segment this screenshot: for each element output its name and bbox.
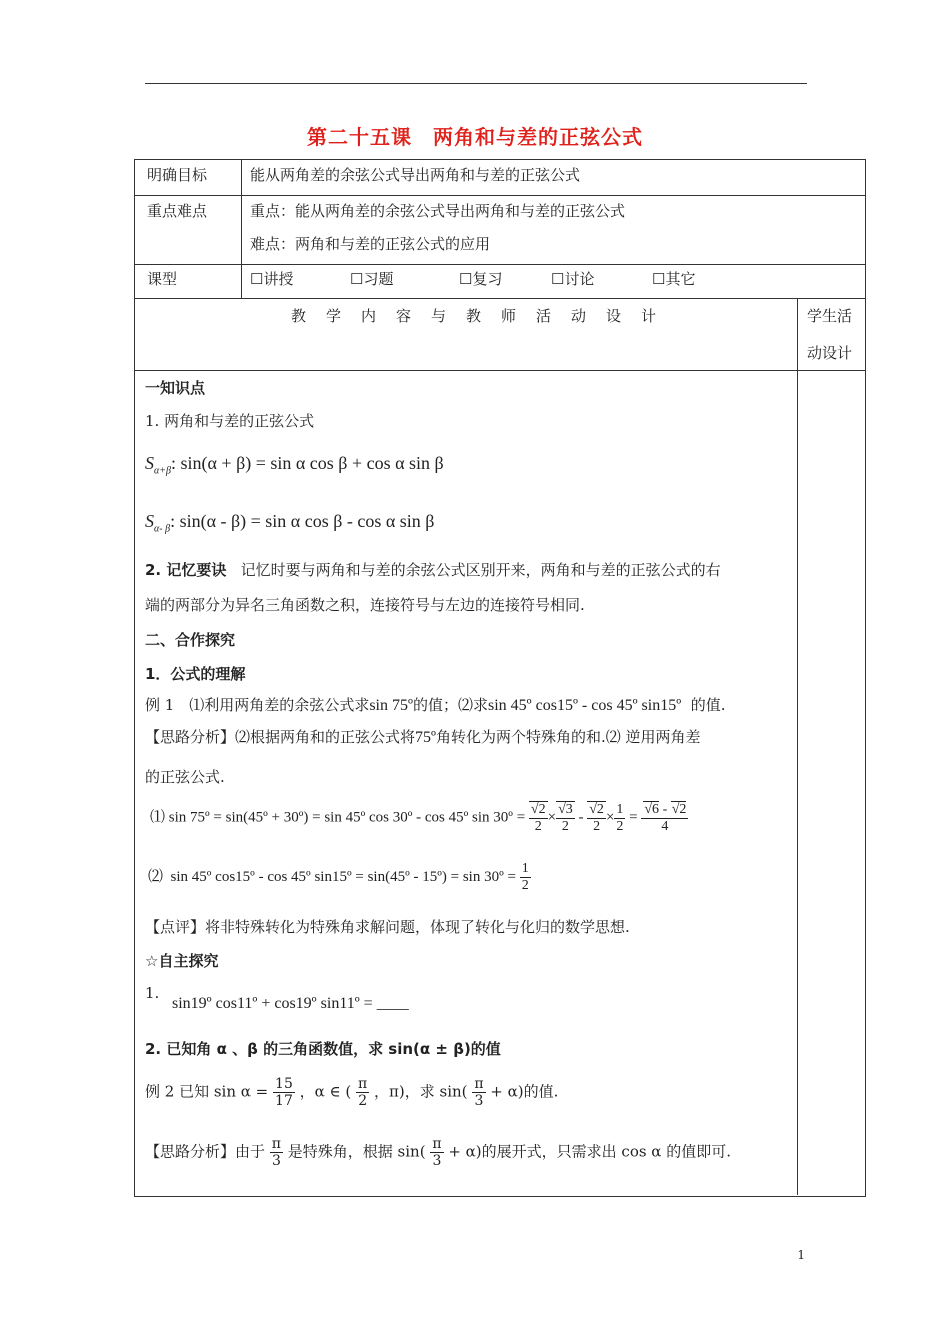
self-explore: ☆自主探究: [145, 952, 219, 970]
section-cooperative: 二、合作探究: [145, 631, 236, 649]
type-option-discussion[interactable]: ☐讨论: [551, 270, 595, 288]
goal-text: 能从两角差的余弦公式导出两角和与差的正弦公式: [250, 166, 581, 184]
memory-line-2: 端的两部分为异名三角函数之积，连接符号与左边的连接符号相同.: [145, 596, 585, 614]
solution-1: ⑴ sin 75º = sin(45º + 30º) = sin 45º cos 30º - cos 45º sin 30º = $\frac{√2}{2}$ × $\frac{√3}{2}$ - $\frac{√2}{2}$ × $\frac{1}{2}$ = $\frac{√6 - √2}{4}$: [150, 801, 687, 834]
design-header: 教学内容与教师活动设计: [291, 307, 677, 325]
goal-label: 明确目标: [147, 166, 208, 184]
section-knowledge: 一知识点: [145, 379, 206, 397]
key-text-1: 重点：能从两角差的余弦公式导出两角和与差的正弦公式: [250, 202, 626, 220]
student-header-2: 动设计: [807, 344, 853, 362]
key-text-2: 难点：两角和与差的正弦公式的应用: [250, 235, 491, 253]
example-1: 例 1 ⑴利用两角差的余弦公式求sin 75º的值；⑵求sin 45º cos15º - cos 45º sin15º 的值.: [145, 696, 726, 714]
question-1-number: 1.: [145, 984, 160, 1002]
formula-diff: $S_{\alpha- \beta}$: sin(α - β) = sin α cos β - cos α sin β: [145, 511, 435, 535]
type-option-lecture[interactable]: ☐讲授: [250, 270, 294, 288]
question-2: 2. 已知角 α 、β 的三角函数值，求 sin(α ± β)的值: [145, 1040, 501, 1058]
subsection-formula: 1. 两角和与差的正弦公式: [145, 412, 315, 430]
key-label: 重点难点: [147, 202, 208, 220]
type-label: 课型: [147, 270, 178, 288]
subsection-understanding: 1．公式的理解: [145, 665, 246, 683]
analysis-2: 【思路分析】由于 $\frac{\pi}{3}$ 是特殊角，根据 sin( $\frac{\pi}{3}$ + α)的展开式，只需求出 cos α 的值即可.: [145, 1136, 731, 1169]
page-number: 1: [797, 1248, 805, 1262]
type-option-review[interactable]: ☐复习: [459, 270, 503, 288]
type-option-other[interactable]: ☐其它: [652, 270, 696, 288]
memory-line-1: 2. 记忆要诀 记忆时要与两角和与差的余弦公式区别开来，两角和与差的正弦公式的右: [145, 561, 721, 579]
example-2: 例 2 已知 sin α = $\frac{15}{17}$ ，α ∈ ( $\frac{\pi}{2}$ ，π)，求 sin( $\frac{\pi}{3}$ + α)的值.: [145, 1076, 559, 1109]
header-rule: [145, 83, 807, 84]
formula-sum: $S_{\alpha+\beta}$: sin(α + β) = sin α cos β + cos α sin β: [145, 453, 444, 477]
comment: 【点评】将非特殊转化为特殊角求解问题，体现了转化与化归的数学思想.: [145, 918, 630, 936]
page-title: 第二十五课 两角和与差的正弦公式: [307, 125, 643, 149]
solution-2: ⑵ sin 45º cos15º - cos 45º sin15º = sin(45º - 15º) = sin 30º = $\frac{1}{2}$: [148, 861, 529, 893]
type-option-exercise[interactable]: ☐习题: [350, 270, 394, 288]
question-1: sin19º cos11º + cos19º sin11º = ____: [172, 995, 409, 1012]
analysis-1: 【思路分析】⑵根据两角和的正弦公式将75º角转化为两个特殊角的和.⑵ 逆用两角差: [145, 728, 701, 746]
student-header-1: 学生活: [807, 307, 853, 325]
analysis-1-cont: 的正弦公式.: [145, 768, 225, 786]
